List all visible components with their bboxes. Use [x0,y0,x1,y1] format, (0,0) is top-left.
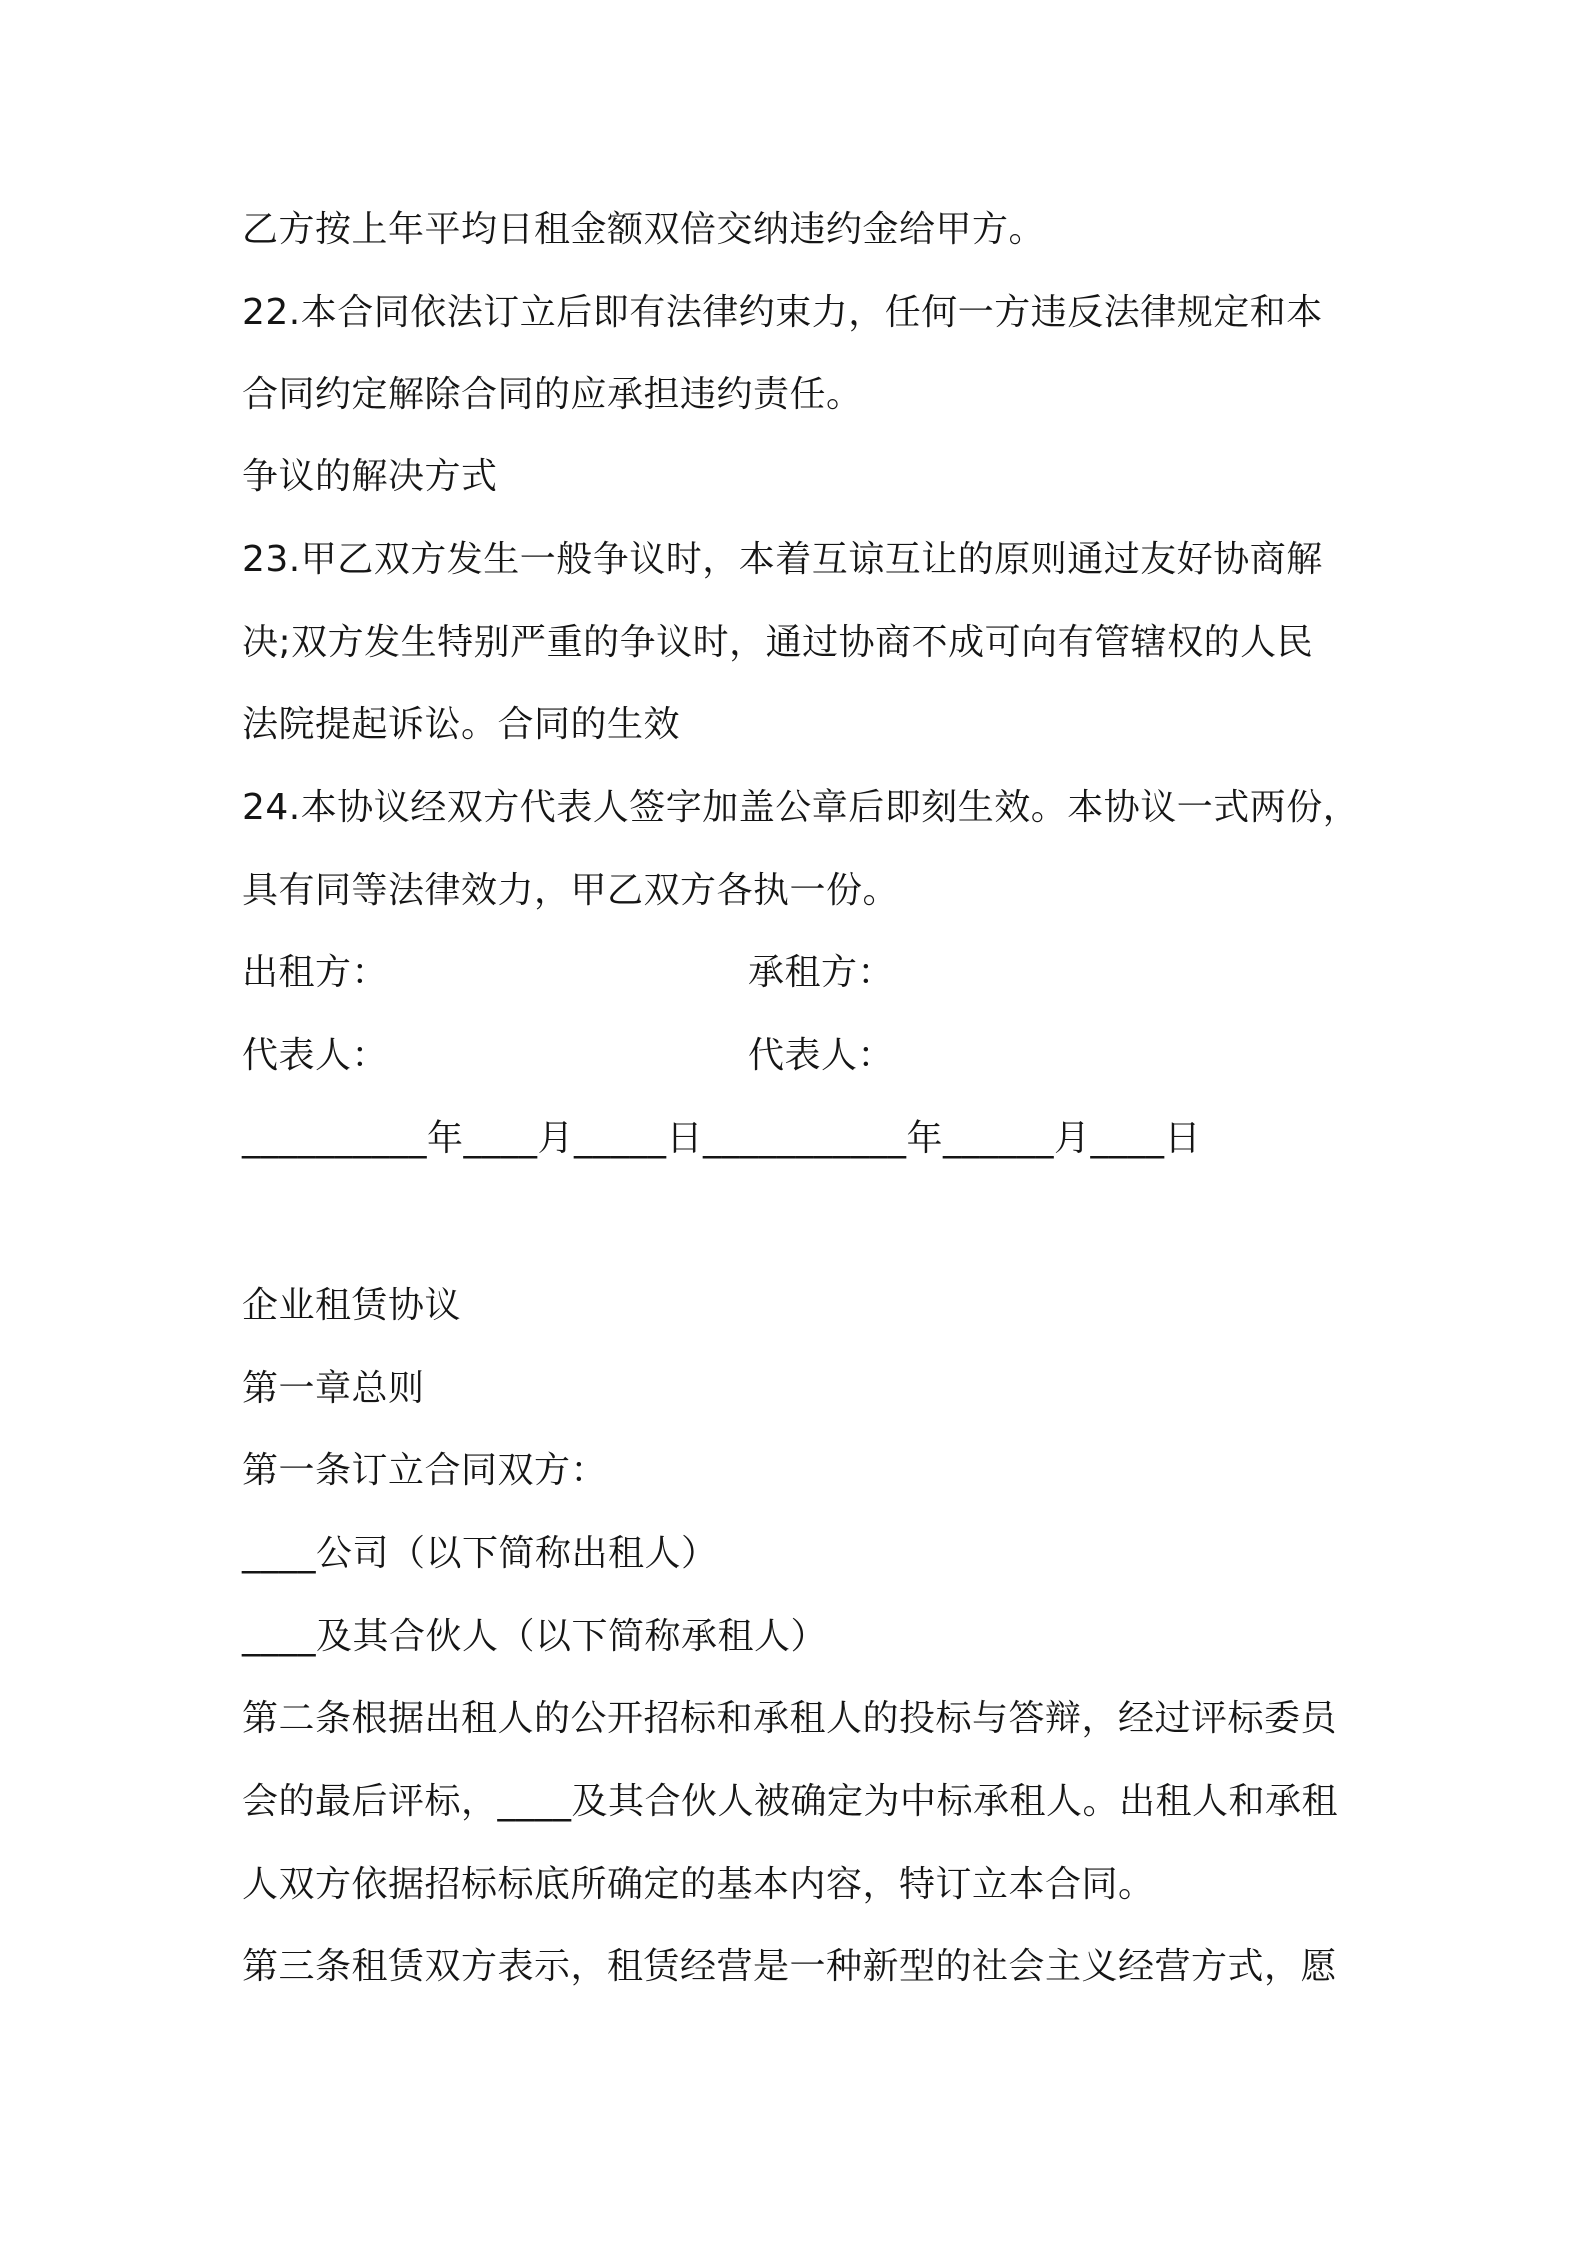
second-doc-title: 企业租赁协议 [242,1285,462,1326]
clause-22-line-2: 合同约定解除合同的应承担违约责任。 [242,374,863,415]
article-2-line-1: 第二条根据出租人的公开招标和承租人的投标与答辩，经过评标委员 [242,1698,1338,1739]
clause-24-line-1: 24.本协议经双方代表人签字加盖公章后即刻生效。本协议一式两份， [242,787,1360,828]
clause-23-line-3: 法院提起诉讼。合同的生效 [242,704,681,745]
clause-24-line-2: 具有同等法律效力，甲乙双方各执一份。 [242,870,900,911]
paragraph-line: 乙方按上年平均日租金额双倍交纳违约金给甲方。 [242,209,1046,250]
article-3-line-1: 第三条租赁双方表示，租赁经营是一种新型的社会主义经营方式，愿 [242,1946,1338,1987]
article-2-line-2: 会的最后评标，____及其合伙人被确定为中标承租人。出租人和承租 [242,1781,1339,1822]
lessor-label: 出租方： [242,952,389,993]
section-heading-dispute: 争议的解决方式 [242,456,498,497]
signature-row-representatives [242,1031,1362,1081]
clause-23-line-1: 23.甲乙双方发生一般争议时，本着互谅互让的原则通过友好协商解 [242,539,1323,580]
article-1-line: 第一条订立合同双方： [242,1450,608,1491]
representative-left-label: 代表人： [242,1035,389,1076]
article-2-line-3: 人双方依据招标标底所确定的基本内容，特订立本合同。 [242,1864,1155,1905]
signature-row-parties [242,948,1362,998]
party-lessor-line: ____公司（以下简称出租人） [242,1533,718,1574]
clause-23-line-2: 决;双方发生特别严重的争议时，通过协商不成可向有管辖权的人民 [242,622,1314,663]
chapter-heading: 第一章总则 [242,1368,425,1409]
lessee-label: 承租方： [748,952,895,993]
signature-date-line: __________年____月_____日___________年______月____日 [242,1118,1201,1159]
clause-22-line-1: 22.本合同依法订立后即有法律约束力，任何一方违反法律规定和本 [242,292,1323,333]
representative-right-label: 代表人： [748,1035,895,1076]
party-lessee-line: ____及其合伙人（以下简称承租人） [242,1616,828,1657]
